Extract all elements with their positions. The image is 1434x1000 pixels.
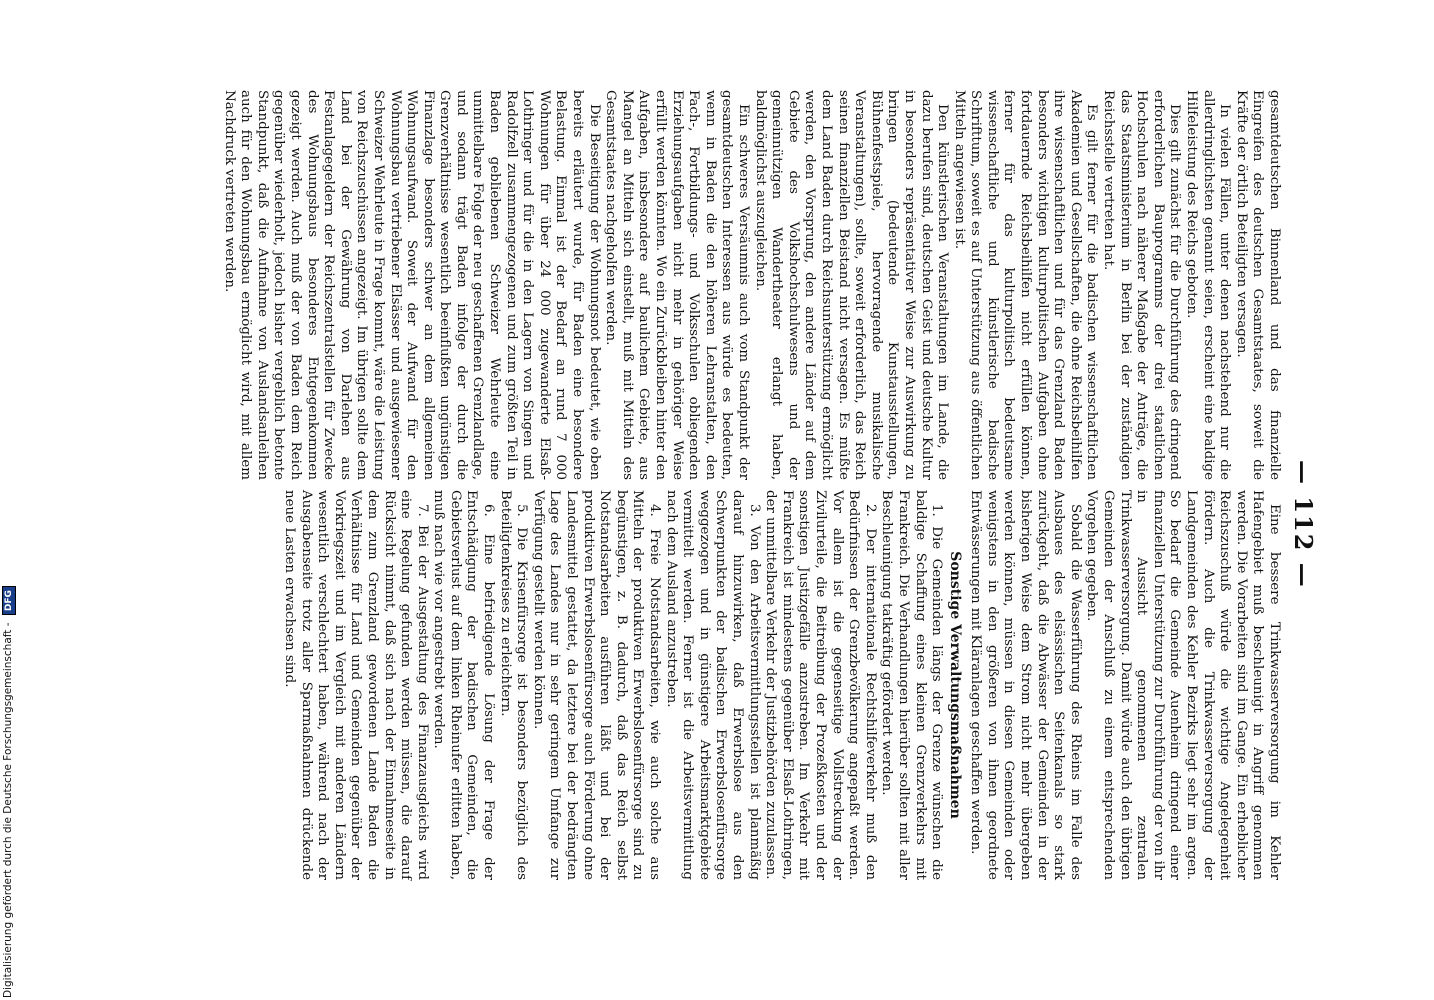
paragraph: In vielen Fällen, unter denen nachstehend nur die allerdringlichsten genannt seien, erscheint eine baldige Hilfeleistung des Reichs geboten. [1184, 90, 1233, 480]
paragraph: Die Beseitigung der Wohnungsnot bedeutet, wie oben bereits erläutert wurde, für Baden eine besondere Belastung. Einmal ist der Bedarf an rund 7 000 Wohnungen für über 24 000 zugewanderte Elsaß-Lothringer und für die in den Lagern von Singen und Radolfzell zusammengezogenen und zum größten Teil in Baden gebliebenen Schweizer Wehrleute eine unmittelbare Folge der neu geschaffenen Grenzlandlage, und sodann trägt Baden infolge der durch die Grenzverhältnisse wesentlich beeinflußten ungünstigen Finanzlage besonders schwer an dem allgemeinen Wohnungsaufwand. Soweit der Aufwand für den Wohnungsbau vertriebener Elsässer und ausgewiesener Schweizer Wehrleute in Frage kommt, wäre die Leistung von Reichszuschüssen angezeigt. Im übrigen sollte dem Land bei der Gewährung von Darlehen aus Festanlagegeldern der Reichszentralstellen für Zwecke des Wohnungsbaus besonderes Entgegenkommen gezeigt werden. Auch muß der von Baden dem Reich gegenüber wiederholt, jedoch bisher vergeblich betonte Standpunkt, daß die Aufnahme von Auslandsanleihen auch für den Wohnungsbau ermöglicht wird, mit allem Nachdruck vertreten werden. [221, 90, 602, 480]
paragraph: 7. Bei der Ausgestaltung des Finanzausgleichs wird eine Regelung gefunden werden müssen, die darauf Rücksicht nimmt, daß sich nach der Einnahmeseite in dem zum Grenzland gewordenen Lande Baden die Verhältnisse für Land und Gemeinden gegenüber der Vorkriegszeit und im Vergleich mit anderen Ländern wesentlich verschlechtert haben, während nach der Ausgabenseite trotz aller Sparmaßnahmen drückende neue Lasten erwachsen sind. [281, 490, 430, 880]
paragraph: Sobald die Wasserführung des Rheins im Falle des Ausbaues des elsässischen Seitenkanals so stark zurückgeht, daß die Abwässer der Gemeinden in der bisherigen Weise dem Strom nicht mehr übergeben werden können, müssen in diesen Gemeinden oder wenigstens in den größeren von ihnen geordnete Entwässerungen mit Kläranlagen geschaffen werden. [968, 490, 1083, 880]
paragraph: Den künstlerischen Veranstaltungen im Lande, die dazu berufen sind, deutschen Geist und deutsche Kultur in besonders repräsentativer Weise zur Auswirkung zu bringen (bedeutende Kunstausstellungen, Bühnenfestspiele, hervorragende musikalische Veranstaltungen), sollte, soweit erforderlich, das Reich seinen finanziellen Beistand nicht versagen. Es müßte dem Land Baden durch Reichsunterstützung ermöglicht werden, den Vorsprung, den andere Länder auf dem Gebiete des Volkshochschulwesens und der gemeinnützigen Wandertheater erlangt haben, baldmöglichst auszugleichen. [752, 90, 951, 480]
rotated-page-content [120, 70, 1318, 900]
page-number: — 112 — [1289, 460, 1318, 589]
right-column [280, 490, 1282, 880]
paragraph: Eine bessere Trinkwasserversorgung im Kehler Hafengebiet muß beschleunigt in Angriff genommen werden. Die Vorarbeiten sind im Gange. Ein erheblicher Reichszuschuß würde die wichtige Angelegenheit fördern. Auch die Trinkwasserversorgung der Landgemeinden des Kehler Bezirks liegt sehr im argen. So bedarf die Gemeinde Auenheim dringend einer finanziellen Unterstützung zur Durchführung der von ihr in Aussicht genommenen zentralen Trinkwasserversorgung. Damit würde auch den übrigen Gemeinden der Anschluß zu einem entsprechenden Vorgehen gegeben. [1084, 490, 1282, 880]
paragraph: 1. Die Gemeinden längs der Grenze wünschen die baldige Schaffung eines kleinen Grenzverkehrs mit Frankreich. Die Verhandlungen hierüber sollten mit aller Beschleunigung tatkräftig gefördert werden. [879, 490, 945, 880]
paragraph: Dies gilt zunächst für die Durchführung des dringend erforderlichen Bauprogramms der drei staatlichen Hochschulen nach näherer Maßgabe der Anträge, die das Staatsministerium in Berlin bei der zuständigen Reichsstelle vertreten hat. [1101, 90, 1183, 480]
paragraph: 3. Von den Arbeitsvermittlungsstellen ist planmäßig darauf hinzuwirken, daß Erwerbslose aus den Schwerpunkten der badischen Erwerbslosenfürsorge weggezogen und in günstigere Arbeitsmarktgebiete vermittelt werden. Ferner ist die Arbeitsvermittlung nach dem Ausland anzustreben. [663, 490, 762, 880]
paragraph: 4. Freie Notstandsarbeiten, wie auch solche aus Mitteln der produktiven Erwerbslosenfürsorge sind zu begünstigen, z. B. dadurch, daß das Reich selbst Notstandsarbeiten ausführen läßt und bei der produktiven Erwerbslosenfürsorge auch Förderung ohne Landesmittel gestattet, da letztere bei der bedrängten Lage des Landes nur in sehr geringem Umfange zur Verfügung gestellt werden können. [530, 490, 663, 880]
paragraph: 6. Eine befriedigende Lösung der Frage der Entschädigung der badischen Gemeinden, die Gebietsverlust auf dem linken Rheinufer erlitten haben, muß nach wie vor angestrebt werden. [431, 490, 497, 880]
section-heading: Sonstige Verwaltungsmaßnahmen [946, 551, 963, 819]
paragraph: Ein schweres Versäumnis auch vom Standpunkt der gesamtdeutschen Interessen aus würde es bedeuten, wenn in Baden die den höheren Lehranstalten, den Fach-, Fortbildungs- und Volksschulen obliegenden Erziehungsaufgaben nicht mehr in gehöriger Weise erfüllt werden könnten. Wo ein Zurückbleiben hinter den Aufgaben, insbesondere auf baulichem Gebiete, aus Mangel an Mitteln sich einstellt, muß mit Mitteln des Gesamtstaates nachgeholfen werden. [603, 90, 751, 480]
paragraph: gesamtdeutschen Binnenland und das finanzielle Eingreifen des deutschen Gesamtstaates, soweit die Kräfte der örtlich Beteiligten versagen. [1233, 90, 1282, 480]
paragraph: Es gilt ferner für die badischen wissenschaftlichen Akademien und Gesellschaften, die ohne Reichsbeihilfen ihre wissenschaftlichen und für das Grenzland Baden besonders wichtigen kulturpolitischen Aufgaben ohne fortdauernde Reichsbeihilfen nicht erfüllen können, ferner für das kulturpolitisch bedeutsame wissenschaftliche und künstlerische badische Schrifttum, soweit es auf Unterstützung aus öffentlichen Mitteln angewiesen ist. [951, 90, 1100, 480]
digitization-footer [2, 590, 18, 998]
dfg-logo: DFG [2, 586, 16, 615]
paragraph: 5. Die Krisenfürsorge ist besonders bezüglich des Beteiligtenkreises zu erleichtern. [497, 490, 530, 880]
paragraph: 2. Der internationale Rechtshilfeverkehr muß den Bedürfnissen der Grenzbevölkerung angepaßt werden. Vor allem ist die gegenseitige Vollstreckung der Zivilurteile, die Beitreibung der Prozeßkosten und der sonstigen Justizgefälle anzustreben. Im Verkehr mit Frankreich ist mindestens gegenüber Elsaß-Lothringen, der unmittelbare Verkehr der Justizbehörden zuzulassen. [763, 490, 878, 880]
left-column [220, 90, 1282, 480]
footer-text: Digitalisierung gefördert durch die Deutsche Forschungsgemeinschaft - [2, 622, 14, 998]
